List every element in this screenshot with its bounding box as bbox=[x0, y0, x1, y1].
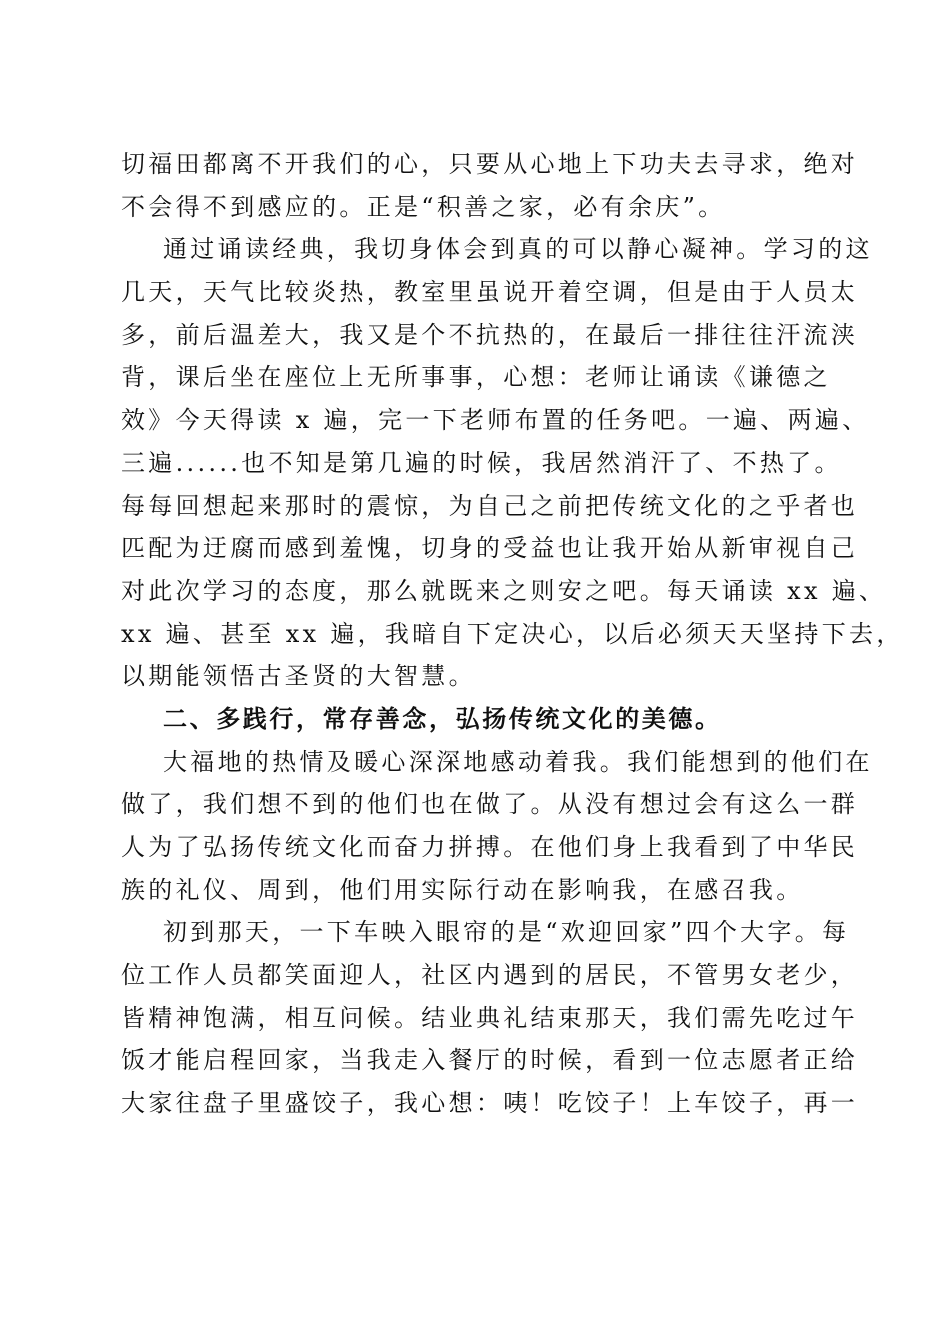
body-text-line: xx 遍、甚至 xx 遍，我暗自下定决心，以后必须天天坚持下去， bbox=[121, 619, 904, 648]
body-text-line: 皆精神饱满，相互问候。结业典礼结束那天，我们需先吃过午 bbox=[121, 1003, 859, 1032]
body-text-line: 大家往盘子里盛饺子，我心想：咦！吃饺子！上车饺子，再一 bbox=[121, 1089, 859, 1118]
section-heading: 二、多践行，常存善念，弘扬传统文化的美德。 bbox=[163, 704, 722, 733]
body-text-line: 以期能领悟古圣贤的大智慧。 bbox=[121, 662, 476, 691]
body-text-line: 切福田都离不开我们的心，只要从心地上下功夫去寻求，绝对 bbox=[121, 150, 859, 178]
body-text-line: 位工作人员都笑面迎人，社区内遇到的居民，不管男女老少， bbox=[121, 961, 859, 990]
body-text-line: 饭才能启程回家，当我走入餐厅的时候，看到一位志愿者正给 bbox=[121, 1046, 859, 1075]
body-text-line: 做了，我们想不到的他们也在做了。从没有想过会有这么一群 bbox=[121, 790, 859, 819]
body-text-line: 背，课后坐在座位上无所事事，心想：老师让诵读《谦德之 bbox=[121, 363, 831, 392]
body-text-line: 对此次学习的态度，那么就既来之则安之吧。每天诵读 xx 遍、 bbox=[121, 576, 887, 605]
body-text-line: 效》今天得读 x 遍，完一下老师布置的任务吧。一遍、两遍、 bbox=[121, 406, 870, 435]
body-text-line: 匹配为迂腐而感到羞愧，切身的受益也让我开始从新审视自己 bbox=[121, 534, 859, 563]
body-text-line: 每每回想起来那时的震惊，为自己之前把传统文化的之乎者也 bbox=[121, 491, 859, 520]
body-text-line: 通过诵读经典，我切身体会到真的可以静心凝神。学习的这 bbox=[163, 235, 873, 264]
body-text-line: 多，前后温差大，我又是个不抗热的，在最后一排往往汗流浃 bbox=[121, 320, 859, 349]
document-page bbox=[121, 143, 904, 1125]
body-text-line: 不会得不到感应的。正是“积善之家，必有余庆”。 bbox=[121, 192, 726, 221]
body-text-line: 族的礼仪、周到，他们用实际行动在影响我，在感召我。 bbox=[121, 875, 804, 904]
body-text-line: 三遍......也不知是第几遍的时候，我居然消汗了、不热了。 bbox=[121, 448, 842, 477]
body-text-line: 人为了弘扬传统文化而奋力拼搏。在他们身上我看到了中华民 bbox=[121, 833, 859, 861]
body-text-line: 几天，天气比较炎热，教室里虽说开着空调，但是由于人员太 bbox=[121, 278, 859, 307]
body-text-line: 大福地的热情及暖心深深地感动着我。我们能想到的他们在 bbox=[163, 747, 873, 776]
body-text-line: 初到那天，一下车映入眼帘的是“欢迎回家”四个大字。每 bbox=[163, 918, 850, 947]
